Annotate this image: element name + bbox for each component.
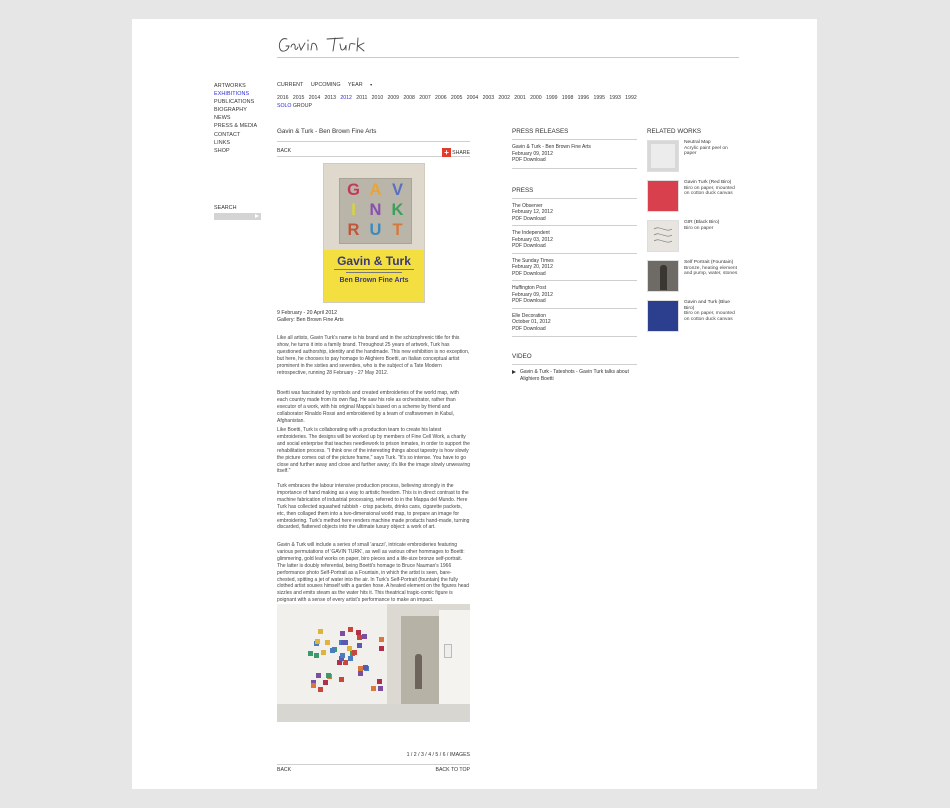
year-link-2014[interactable]: 2014 — [308, 95, 321, 101]
related-work-title[interactable]: Self Portrait (Fountain) — [684, 260, 734, 265]
year-link-2007[interactable]: 2007 — [419, 95, 431, 101]
nav-item-publications[interactable]: PUBLICATIONS — [214, 99, 255, 106]
related-work-medium: Biro on paper — [684, 225, 714, 231]
press-list — [512, 199, 637, 337]
poster-letter: T — [392, 221, 405, 239]
filter-group[interactable]: GROUP — [292, 103, 312, 109]
pdf-download-link[interactable]: PDF Download — [512, 215, 546, 222]
poster-title: Gavin & Turk — [337, 254, 411, 268]
exhibition-dates — [277, 310, 344, 324]
press-title: PRESS — [512, 187, 637, 199]
photo-embroidery-tile — [316, 673, 321, 678]
poster-letters — [341, 180, 412, 240]
share-icon: + — [442, 148, 451, 157]
photo-embroidery-tile — [340, 653, 345, 658]
pdf-download-link[interactable]: PDF Download — [512, 270, 546, 277]
thumb-scribble — [648, 221, 678, 251]
poster-letter: R — [347, 221, 362, 239]
poster-letter: N — [369, 201, 384, 219]
photo-embroidery-tile — [318, 629, 323, 634]
related-work-thumbnail[interactable] — [647, 300, 679, 332]
video-title: VIDEO — [512, 353, 637, 365]
photo-embroidery-tile — [340, 631, 345, 636]
pdf-download-link[interactable]: PDF Download — [512, 325, 546, 332]
signature-logo — [277, 35, 372, 55]
year-link-2012[interactable]: 2012 — [340, 95, 352, 101]
photo-embroidery-tile — [348, 627, 353, 632]
related-work-title[interactable]: Gavin and Turk (Blue Biro) — [684, 300, 730, 311]
photo-side-wall — [439, 610, 470, 714]
related-list — [647, 140, 739, 337]
page — [132, 19, 817, 789]
exhibition-title — [277, 128, 470, 141]
exhibition-paragraph: Turk embraces the labour intensive production process, believing strongly in the importance of hand making as a way to artistic freedom. This is in direct contrast to the machine fabrication of industrial processing, referred to in the Mappa del Mundo. Here Turk has collected squashed rubbish - crisp packets, drinks cans, cigarette packets, etc, then collaged them into a two-dimensional world map, to prepare an image for embroidering. Turk's method here renders machine made products hand-made, turning discarded, flattened objects into the ultimate luxury object: a work of art. — [277, 483, 470, 531]
exhibition-paragraph: Gavin & Turk will include a series of small 'arazzi', intricate embroideries featuring various permutations of 'GAVIN TURK', as well as various other hommages to Boetti: glimmering, gold leaf works on paper, biro pieces and a life-size bronze self-portrait. The latter is doubly referential, being Boetti's homage to Bruce Nauman's 1966 performance photo Self-Portrait as a Fountain, in which the artist is seen, bare-chested, spitting a jet of water into the air. In Turk's Self-Portrait (fountain) the fully clothed artist souses himself with a garden hose. A heated element on the figures head sizzles and emits steam as the water hits it. This theatrical tragic-comic figure is poignant with a sense of every artist's performance to make an impact. — [277, 542, 470, 604]
video-item[interactable] — [512, 365, 637, 382]
entry-title[interactable]: The Independent — [512, 230, 550, 236]
nav-item-biography[interactable]: BIOGRAPHY — [214, 107, 247, 114]
press-release-list — [512, 140, 637, 168]
play-icon — [512, 370, 516, 374]
photo-embroidery-tile — [362, 634, 367, 639]
related-works — [647, 128, 739, 337]
poster-letter: G — [347, 181, 362, 199]
photo-embroidery-tile — [348, 656, 353, 661]
press-releases-title: PRESS RELEASES — [512, 128, 637, 140]
exhibition-paragraph: Like all artists, Gavin Turk's name is his brand and in the schizophrenic title for this show, he turns it into a family brand. Throughout 25 years of artwork, Turk has questioned authorship, identity and the handmade. This new exhibition is no exception, but here, he chooses to pay homage to Alighiero Boetti, an Italian conceptual artist prominent in the sixties and seventies, who is the subject of a Tate Modern retrospective, running 28 February - 27 May 2012. — [277, 335, 470, 376]
divider — [277, 764, 470, 765]
footer-back-link[interactable]: BACK — [277, 767, 292, 773]
related-work-text — [684, 300, 739, 337]
photo-embroidery-tile — [318, 687, 323, 692]
photo-embroidery-tile — [358, 671, 363, 676]
photo-embroidery-tile — [363, 665, 368, 670]
photo-embroidery-tile — [323, 680, 328, 685]
divider — [512, 168, 637, 169]
year-link-2008[interactable]: 2008 — [403, 95, 415, 101]
press-entry — [512, 226, 637, 254]
nav-item-links[interactable]: LINKS — [214, 139, 231, 146]
photo-embroidery-tile — [379, 637, 384, 642]
related-work-title[interactable]: GIR (Black Biro) — [684, 220, 720, 225]
year-link-2003[interactable]: 2003 — [482, 95, 495, 101]
poster-fine-print-lines — [334, 269, 414, 274]
related-work-medium: Biro on paper, mounted on cotton duck canvas — [684, 185, 735, 197]
photo-embroidery-tile — [341, 640, 346, 645]
exhibition-paragraph: Boetti was fascinated by symbols and created embroideries of the world map, with each country made from its own flag. He saw his role as orchestrator, rather than executor of a work, with his original Mappa's based on a scheme by friend and collaborator Rinaldo Rossi and embroidered by a team of craftswomen in Kabul, Afghanistan. — [277, 390, 459, 424]
poster-letter: U — [369, 221, 384, 239]
poster-gallery-name: Ben Brown Fine Arts — [339, 277, 409, 284]
year-link-1999[interactable]: 1999 — [545, 95, 558, 101]
year-link-2010[interactable]: 2010 — [371, 95, 384, 101]
exhibition-subnav — [277, 82, 382, 88]
exhibition-title-text: Gavin & Turk - Ben Brown Fine Arts — [277, 128, 377, 135]
related-work-thumbnail[interactable] — [647, 140, 679, 172]
subnav-upcoming[interactable]: UPCOMING — [310, 82, 341, 88]
year-link-2002[interactable]: 2002 — [498, 95, 510, 101]
pdf-download-link[interactable]: PDF Download — [512, 157, 546, 164]
exhibition-poster[interactable] — [323, 163, 425, 303]
related-work-thumbnail[interactable] — [647, 260, 679, 292]
press-entry — [512, 254, 637, 282]
entry-date: October 01, 2012 — [512, 319, 551, 326]
year-link-2015[interactable]: 2015 — [292, 95, 305, 101]
photo-embroidery-tile — [315, 639, 320, 644]
nav-item-contact[interactable]: CONTACT — [214, 131, 241, 138]
photo-floor — [277, 704, 470, 722]
nav-item-exhibitions[interactable]: EXHIBITIONS — [214, 91, 250, 98]
press-entry — [512, 309, 637, 337]
related-work-title[interactable]: Gavin Turk (Red Biro) — [684, 180, 732, 185]
nav-item-shop[interactable]: SHOP — [214, 147, 230, 154]
exhibition-type-filter — [277, 103, 312, 109]
related-work[interactable] — [647, 140, 739, 177]
poster-fine-print — [334, 269, 414, 275]
photo-embroidery-tile — [352, 650, 357, 655]
year-link-1998[interactable]: 1998 — [561, 95, 574, 101]
exhibition-toolbar — [277, 142, 470, 156]
pdf-download-link[interactable]: PDF Download — [512, 243, 546, 250]
related-work[interactable] — [647, 180, 739, 217]
year-link-2013[interactable]: 2013 — [324, 95, 337, 101]
nav-item-news[interactable]: NEWS — [214, 115, 231, 122]
related-works-title: RELATED WORKS — [647, 128, 702, 135]
year-link-2016[interactable]: 2016 — [277, 95, 289, 101]
gallery-name: Gallery: Ben Brown Fine Arts — [277, 317, 344, 323]
photo-embroidery-tile — [311, 683, 316, 688]
entry-title[interactable]: Gavin & Turk - Ben Brown Fine Arts — [512, 144, 591, 150]
entry-title[interactable]: The Sunday Times — [512, 257, 554, 264]
poster-letter: I — [351, 201, 358, 219]
related-work[interactable] — [647, 220, 739, 257]
related-work-text — [684, 180, 739, 217]
photo-framed-work — [444, 644, 452, 658]
thumb-figure — [660, 265, 667, 290]
related-work-thumbnail[interactable] — [647, 220, 679, 252]
related-work-text — [684, 140, 739, 177]
poster-title-band — [324, 250, 424, 302]
photo-embroidery-tile — [378, 686, 383, 691]
press-column — [512, 128, 637, 382]
photo-embroidery-tile — [325, 640, 330, 645]
share-label: SHARE — [452, 149, 470, 156]
photo-embroidery-tile — [314, 653, 319, 658]
related-work-medium: Acrylic paint peel on paper — [684, 145, 728, 157]
related-work[interactable] — [647, 260, 739, 297]
nav-item-press-media[interactable]: PRESS & MEDIA — [214, 123, 258, 130]
subnav-year-label: YEAR — [347, 82, 363, 88]
date-range: 9 February - 20 April 2012 — [277, 310, 337, 316]
photo-embroidery-tile — [379, 646, 384, 651]
year-link-1992[interactable]: 1992 — [625, 95, 637, 101]
divider — [512, 336, 637, 337]
year-link-1996[interactable]: 1996 — [577, 95, 590, 101]
related-work-title[interactable]: Neutral Map — [684, 140, 711, 145]
photo-embroidery-tile — [339, 677, 344, 682]
installation-photo[interactable] — [277, 604, 470, 722]
year-list — [277, 95, 641, 101]
photo-embroidery-tile — [330, 648, 335, 653]
poster-letter: K — [391, 201, 406, 219]
photo-embroidery-tile — [357, 643, 362, 648]
exhibition-detail — [277, 128, 471, 773]
related-work-medium: Biro on paper, mounted on cotton duck canvas — [684, 311, 735, 322]
related-work[interactable] — [647, 300, 739, 337]
entry-date: February 20, 2012 — [512, 264, 553, 271]
year-link-2009[interactable]: 2009 — [387, 95, 400, 101]
nav-item-artworks[interactable]: ARTWORKS — [214, 83, 246, 89]
main-nav — [214, 82, 257, 155]
header-divider — [277, 57, 739, 58]
related-work-text — [684, 220, 719, 257]
year-link-2000[interactable]: 2000 — [530, 95, 542, 101]
poster-artwork — [339, 178, 412, 244]
video-list — [512, 365, 637, 382]
footer-links — [277, 767, 470, 773]
divider — [277, 156, 470, 157]
chevron-down-icon: ▾ — [370, 82, 373, 87]
related-work-thumbnail[interactable] — [647, 180, 679, 212]
back-link[interactable]: BACK — [277, 148, 292, 154]
press_releases-entry — [512, 140, 637, 168]
video-label: Gavin & Turk - Tateshots - Gavin Turk talks about Alighiero Boetti — [520, 369, 629, 382]
entry-date: February 12, 2012 — [512, 209, 553, 216]
entry-date: February 09, 2012 — [512, 291, 553, 298]
search-input[interactable] — [214, 213, 261, 220]
press-entry — [512, 281, 637, 309]
related-work-medium: Bronze, heating element and pump, water, stones — [684, 265, 738, 277]
year-link-2001[interactable]: 2001 — [514, 95, 526, 101]
year-link-2011[interactable]: 2011 — [356, 95, 368, 101]
entry-date: February 09, 2012 — [512, 150, 553, 157]
photo-embroidery-tile — [321, 650, 326, 655]
image-pager[interactable]: 1 / 2 / 3 / 4 / 5 / 6 / IMAGES — [406, 752, 470, 758]
search-submit-icon[interactable] — [255, 214, 259, 218]
photo-embroidery-tile — [377, 679, 382, 684]
press-entry — [512, 199, 637, 227]
subnav-current[interactable]: CURRENT — [277, 82, 304, 88]
year-link-2006[interactable]: 2006 — [435, 95, 447, 101]
year-link-2004[interactable]: 2004 — [466, 95, 479, 101]
share-button[interactable] — [442, 148, 470, 157]
poster-letter: V — [391, 181, 405, 199]
filter-solo[interactable]: SOLO — [277, 103, 292, 109]
photo-embroidery-tile — [371, 686, 376, 691]
photo-embroidery-tile — [308, 651, 313, 656]
entry-title[interactable]: Elle Decoration — [512, 312, 546, 319]
exhibition-paragraph: Like Boetti, Turk is collaborating with a production team to create his latest embroideries. The designs will be worked up by members of Fine Cell Work, a charity and social enterprise that teaches needlework to prison inmates, in order to support the rehabilitation process. "I think one of the interesting things about tapestry is how slowly the picture comes out of the picture frame," says Turk. "It's so intense. You have to go close and further away and close and further away; it's like the image slowly unweaving itself." — [277, 427, 471, 475]
photo-sculpture — [415, 654, 422, 689]
subnav-year[interactable] — [348, 82, 377, 88]
back-to-top-link[interactable]: BACK TO TOP — [435, 767, 470, 773]
entry-title[interactable]: The Observer — [512, 202, 543, 209]
year-link-1993[interactable]: 1993 — [609, 95, 621, 101]
photo-embroidery-tile — [326, 673, 331, 678]
year-link-2005[interactable]: 2005 — [450, 95, 463, 101]
pdf-download-link[interactable]: PDF Download — [512, 298, 546, 305]
entry-date: February 03, 2012 — [512, 236, 553, 243]
entry-title[interactable]: Huffington Post — [512, 285, 547, 291]
year-link-1995[interactable]: 1995 — [593, 95, 606, 101]
search-label: SEARCH — [214, 205, 237, 211]
related-work-text — [684, 260, 739, 297]
poster-letter: A — [369, 181, 384, 199]
